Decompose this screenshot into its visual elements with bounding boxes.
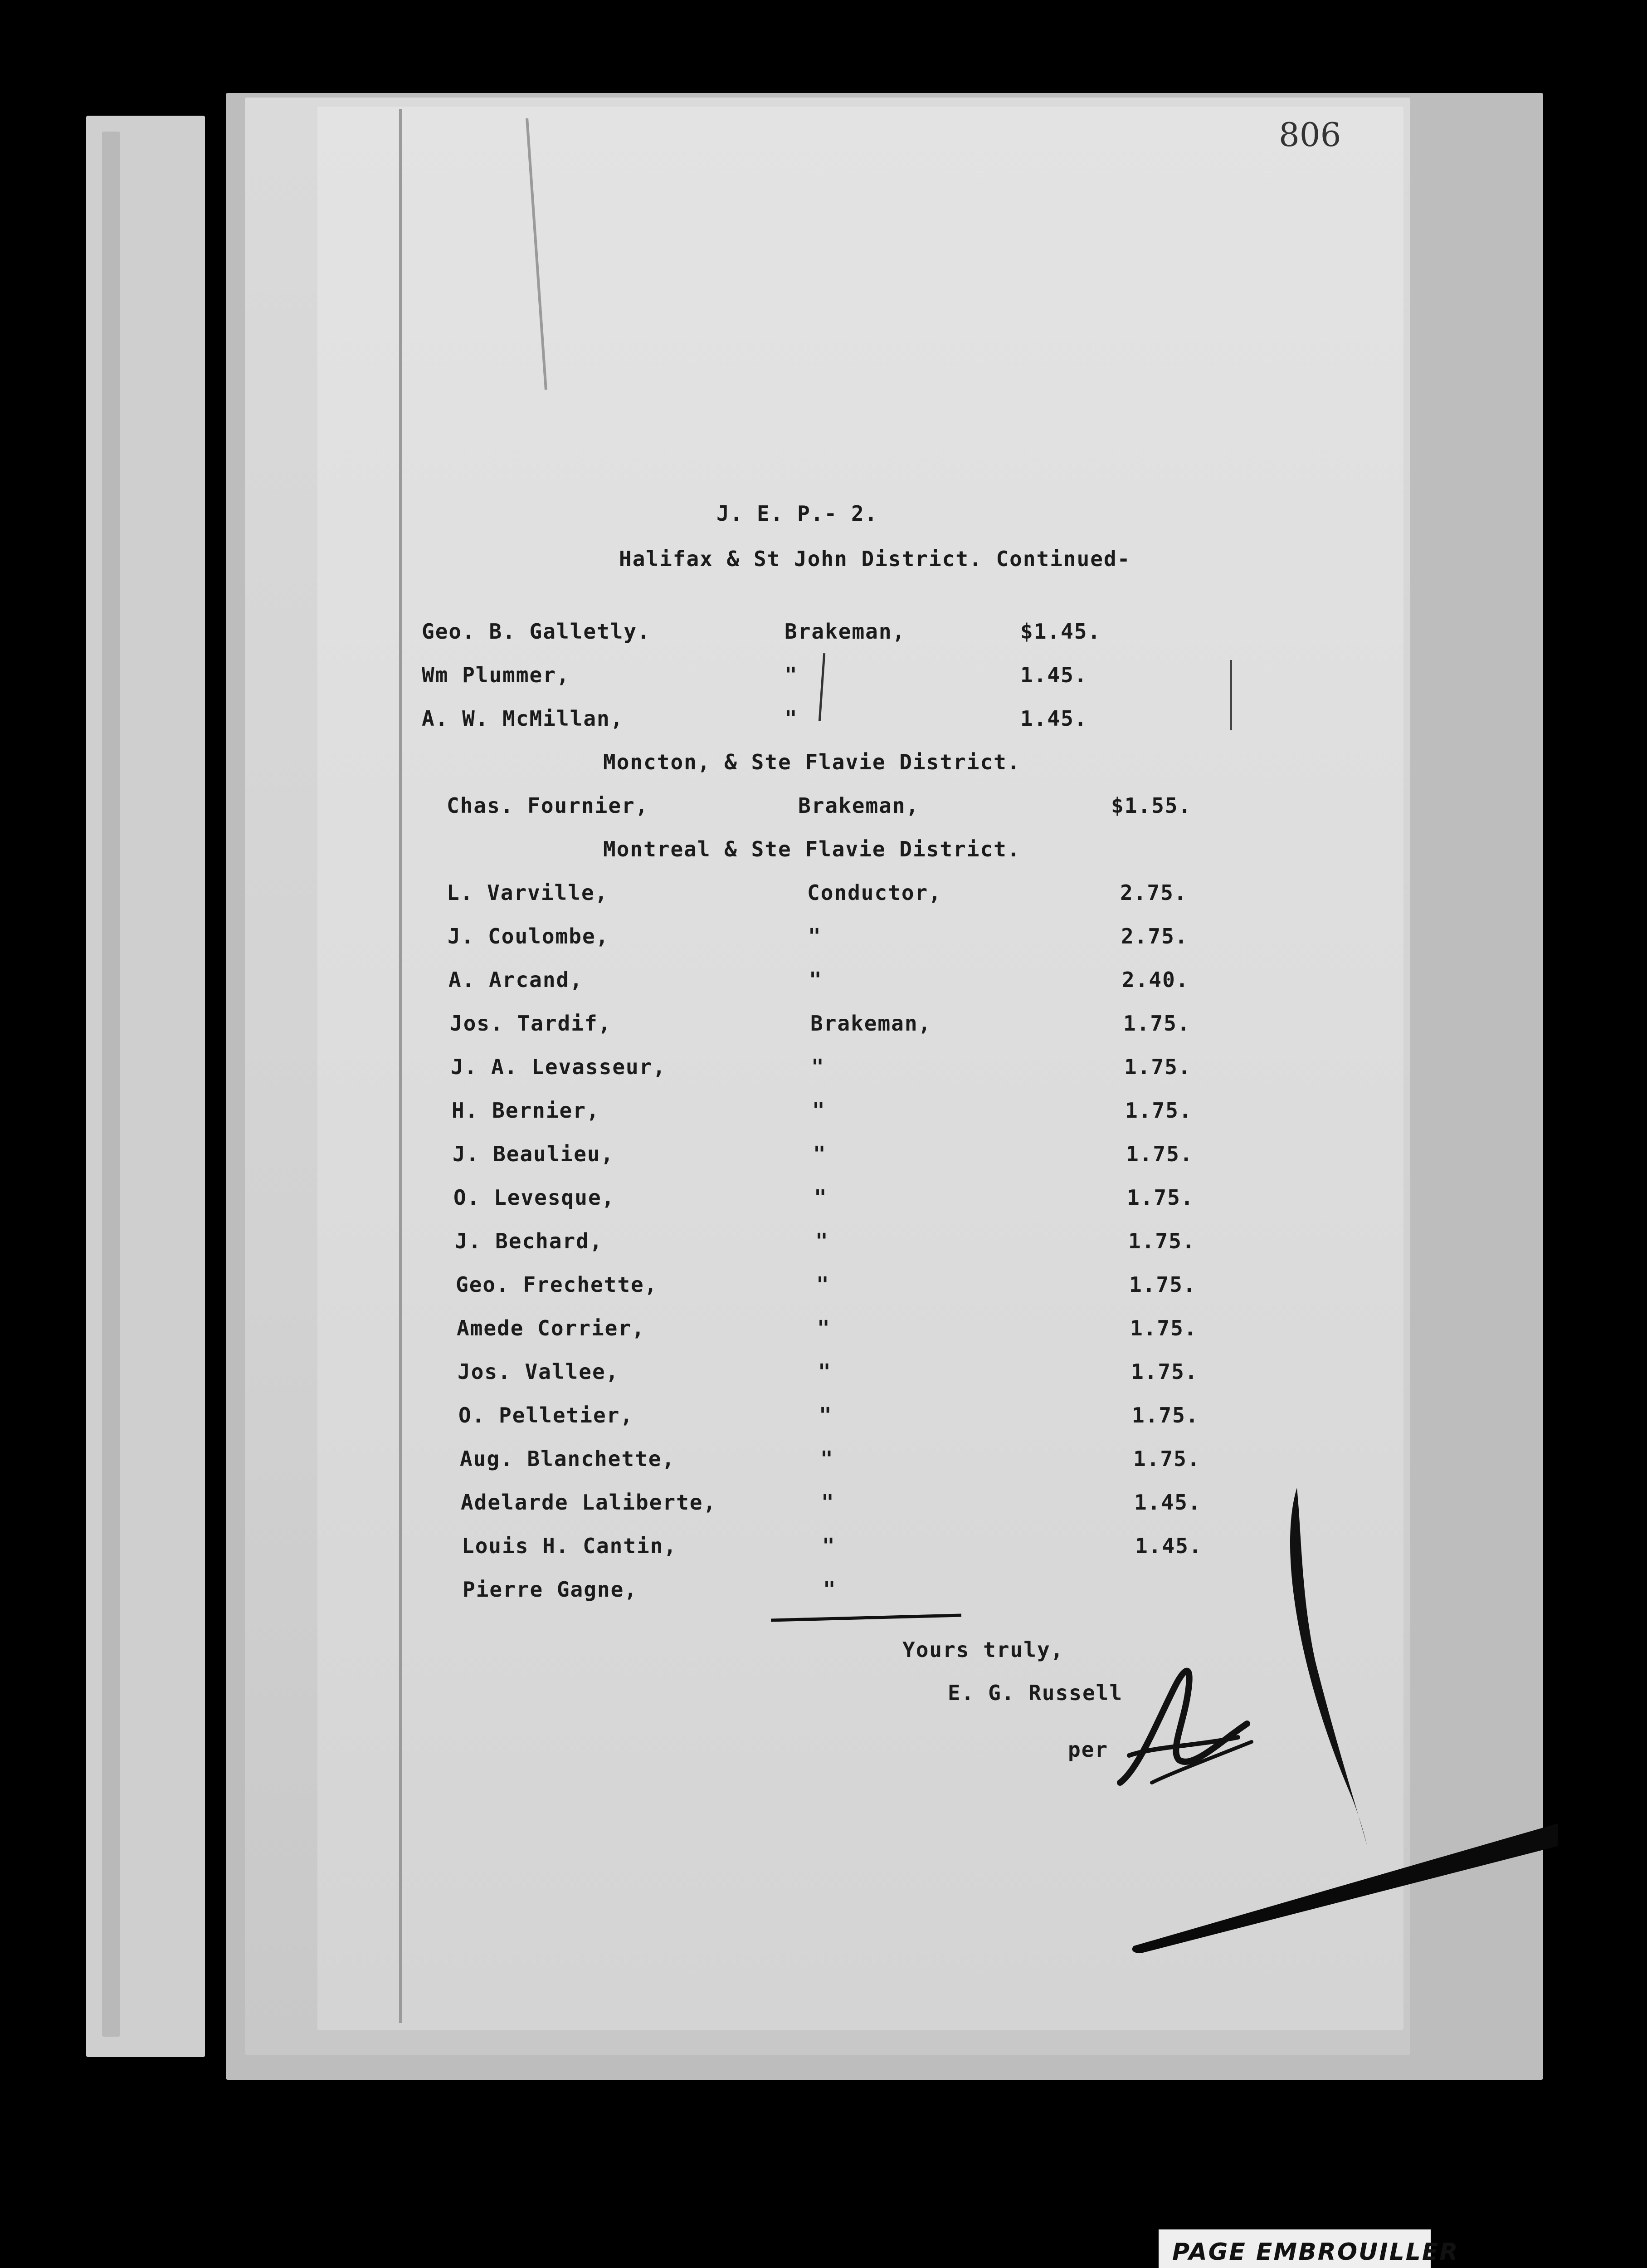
employee-role: Brakeman, xyxy=(810,1011,932,1036)
employee-name: A. W. McMillan, xyxy=(422,706,624,731)
employee-rate: 1.75. xyxy=(1128,1229,1196,1253)
employee-role: " xyxy=(811,1055,825,1079)
section-heading: Montreal & Ste Flavie District. xyxy=(603,837,1021,861)
employee-role: " xyxy=(823,1577,837,1602)
section-heading: Moncton, & Ste Flavie District. xyxy=(603,750,1021,774)
employee-role: Brakeman, xyxy=(798,793,920,818)
employee-name: Jos. Vallee, xyxy=(458,1359,619,1384)
employee-rate: 1.45. xyxy=(1135,1534,1203,1558)
employee-name: L. Varville, xyxy=(447,880,609,905)
employee-name: Geo. Frechette, xyxy=(456,1272,658,1297)
employee-name: Adelarde Laliberte, xyxy=(461,1490,717,1515)
employee-name: J. Beaulieu, xyxy=(453,1142,614,1166)
employee-role: " xyxy=(820,1447,834,1471)
employee-rate: 1.45. xyxy=(1020,706,1088,731)
employee-rate: 1.45. xyxy=(1020,663,1088,687)
page-number: 806 xyxy=(1279,116,1341,154)
employee-role: " xyxy=(821,1490,835,1515)
employee-name: Geo. B. Galletly. xyxy=(422,619,651,644)
employee-rate: $1.55. xyxy=(1111,793,1192,818)
employee-rate: $1.45. xyxy=(1020,619,1101,644)
employee-name: Aug. Blanchette, xyxy=(460,1447,676,1471)
employee-name: A. Arcand, xyxy=(448,968,583,992)
pencil-tick-mark xyxy=(1230,660,1232,730)
employee-rate: 1.75. xyxy=(1129,1272,1197,1297)
blur-note-line: PAGE EMBROUILLER xyxy=(1172,2239,1459,2266)
employee-rate: 1.75. xyxy=(1132,1403,1199,1427)
employee-role: " xyxy=(822,1534,836,1558)
employee-name: Louis H. Cantin, xyxy=(462,1534,677,1558)
page-fold-line xyxy=(399,109,402,2023)
employee-rate: 2.75. xyxy=(1120,880,1188,905)
employee-role: " xyxy=(818,1359,832,1384)
employee-name: H. Bernier, xyxy=(452,1098,600,1123)
employee-name: O. Levesque, xyxy=(453,1185,615,1210)
closing-salutation: Yours truly, xyxy=(902,1637,1064,1662)
signer-name: E. G. Russell xyxy=(948,1681,1123,1705)
employee-name: Jos. Tardif, xyxy=(450,1011,612,1036)
ink-stroke-mark xyxy=(1270,1479,1388,1851)
employee-name: Chas. Fournier, xyxy=(447,793,649,818)
employee-rate: 1.75. xyxy=(1133,1447,1201,1471)
employee-role: " xyxy=(817,1316,831,1340)
handwritten-initials xyxy=(1102,1633,1265,1796)
employee-name: J. A. Levasseur, xyxy=(451,1055,667,1079)
employee-rate: 1.75. xyxy=(1127,1185,1194,1210)
employee-role: Conductor, xyxy=(807,880,942,905)
employee-rate: 1.75. xyxy=(1131,1359,1199,1384)
employee-name: Amede Corrier, xyxy=(457,1316,645,1340)
employee-name: Pierre Gagne, xyxy=(463,1577,638,1602)
employee-rate: 1.75. xyxy=(1126,1142,1194,1166)
employee-rate: 1.75. xyxy=(1130,1316,1198,1340)
employee-rate: 1.75. xyxy=(1125,1098,1193,1123)
employee-name: J. Coulombe, xyxy=(448,924,609,948)
employee-rate: 1.45. xyxy=(1134,1490,1202,1515)
employee-name: Wm Plummer, xyxy=(422,663,570,687)
pen-object xyxy=(1125,1796,1560,1960)
employee-rate: 2.40. xyxy=(1122,968,1189,992)
district-heading: Halifax & St John District. Continued- xyxy=(619,547,1131,571)
employee-role: " xyxy=(816,1272,830,1297)
letter-reference: J. E. P.- 2. xyxy=(716,501,878,526)
employee-rate: 2.75. xyxy=(1121,924,1189,948)
employee-role: " xyxy=(815,1229,829,1253)
employee-role: " xyxy=(785,663,798,687)
employee-role: " xyxy=(813,1142,827,1166)
employee-rate: 1.75. xyxy=(1123,1011,1191,1036)
employee-name: J. Bechard, xyxy=(455,1229,603,1253)
employee-name: O. Pelletier, xyxy=(458,1403,634,1427)
employee-role: " xyxy=(812,1098,826,1123)
employee-role: " xyxy=(819,1403,833,1427)
employee-role: " xyxy=(814,1185,828,1210)
employee-rate: 1.75. xyxy=(1124,1055,1192,1079)
left-paper-strip-shadow xyxy=(102,132,120,2037)
employee-role: " xyxy=(809,968,823,992)
per-label: per xyxy=(1068,1737,1109,1762)
employee-role: Brakeman, xyxy=(785,619,906,644)
employee-role: " xyxy=(808,924,822,948)
employee-role: " xyxy=(785,706,798,731)
